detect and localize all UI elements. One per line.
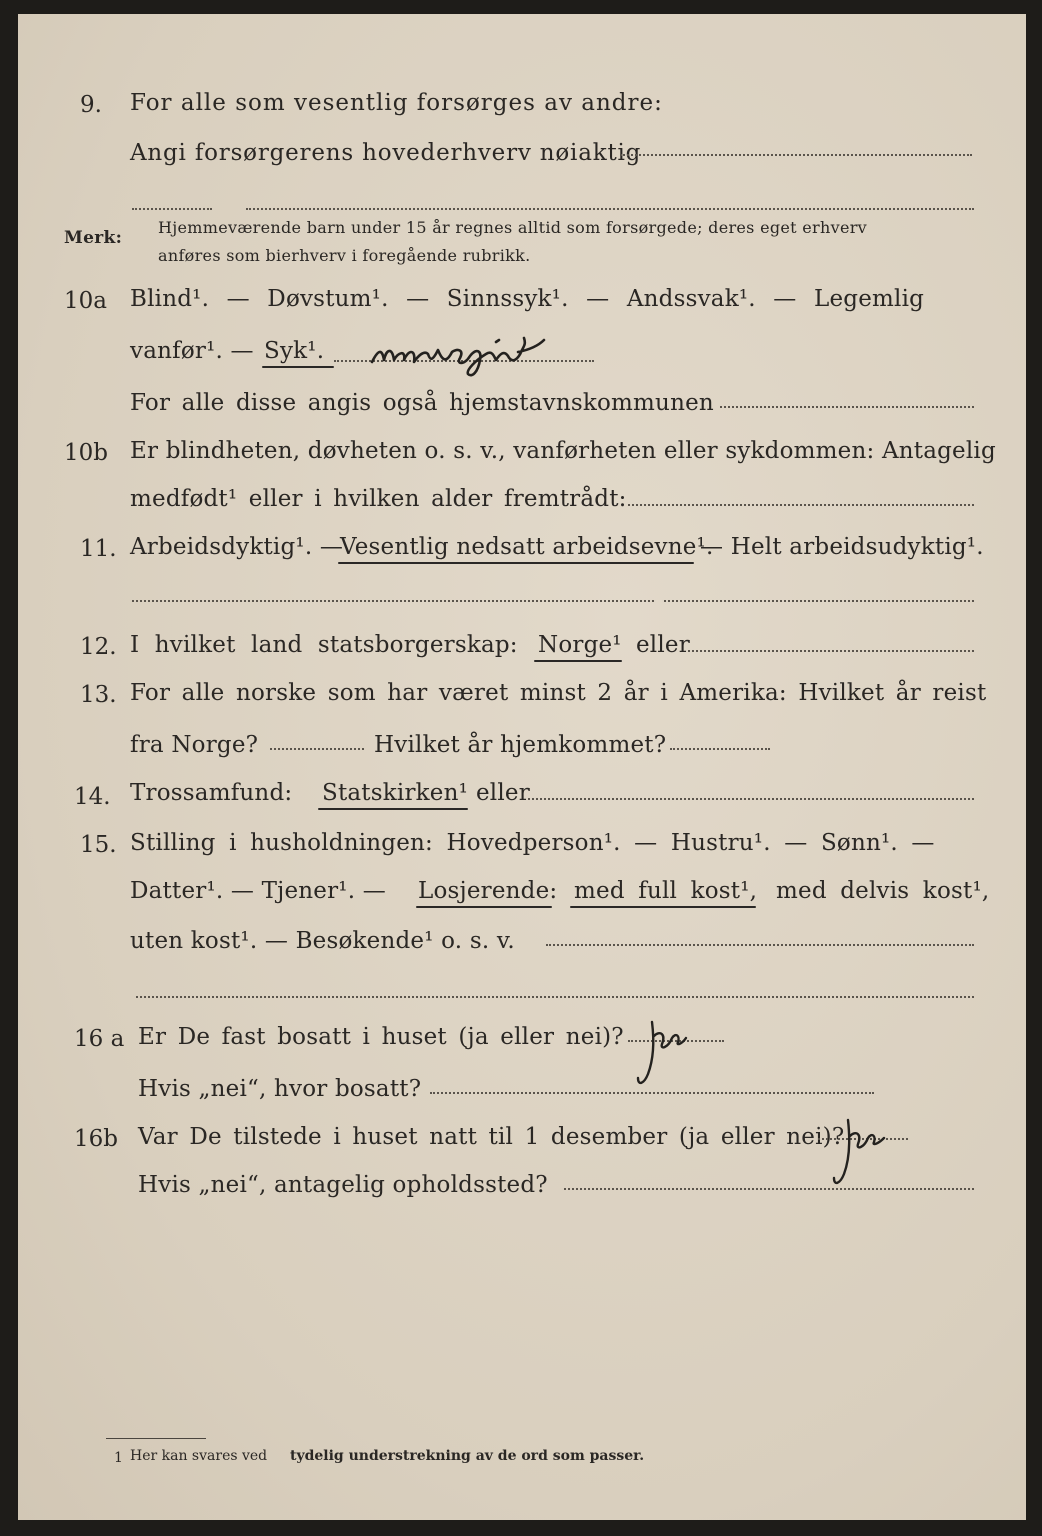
- statskirken-option: Statskirken¹: [322, 780, 469, 806]
- question-15-number: 15.: [80, 832, 117, 858]
- question-12-number: 12.: [80, 634, 117, 660]
- question-11-answer-line-a: [132, 600, 654, 602]
- question-10a-hjemstavn-line: [720, 406, 974, 408]
- question-9-answer-line-2b: [246, 208, 974, 210]
- syk-underline: [262, 366, 334, 368]
- question-14-part3: eller: [476, 780, 530, 806]
- question-13-reist-line: [270, 748, 364, 750]
- merk-label: Merk:: [64, 228, 123, 248]
- losjerende-underline: [416, 906, 552, 908]
- question-10b-answer-line: [628, 504, 974, 506]
- question-16a-bosatt-line: [430, 1092, 874, 1094]
- losjerende-option: Losjerende:: [418, 878, 558, 904]
- question-16a-number: 16 a: [74, 1026, 125, 1052]
- question-15-answer-line-2: [136, 996, 974, 998]
- question-13-line2a: fra Norge?: [130, 732, 259, 758]
- vesentlig-nedsatt-underline: [338, 562, 694, 564]
- footnote-text-b: tydelig understrekning av de ord som passer.: [290, 1448, 645, 1464]
- handwritten-answer-10a: [368, 320, 608, 380]
- question-11-answer-line-b: [664, 600, 974, 602]
- question-15-line3: uten kost¹. — Besøkende¹ o. s. v.: [130, 928, 515, 954]
- question-11-part1: Arbeidsdyktig¹. —: [130, 534, 344, 560]
- question-9-number: 9.: [80, 92, 102, 118]
- question-13-line2b: Hvilket år hjemkommet?: [374, 732, 667, 758]
- census-form-page: [18, 14, 1026, 1520]
- norge-underline: [534, 660, 622, 662]
- question-11-part3: — Helt arbeidsudyktig¹.: [700, 534, 984, 560]
- question-16b-line1: Var De tilstede i huset natt til 1 desember (ja eller nei)?: [138, 1124, 845, 1150]
- merk-line2: anføres som bierhverv i foregående rubrikk.: [158, 246, 531, 265]
- question-16a-line2: Hvis „nei“, hvor bosatt?: [138, 1076, 422, 1102]
- footnote-mark: 1: [114, 1450, 123, 1466]
- question-12-part1: I hvilket land statsborgerskap:: [130, 632, 518, 658]
- question-10b-number: 10b: [64, 440, 108, 466]
- question-15-line2a: Datter¹. — Tjener¹. —: [130, 878, 386, 904]
- med-full-kost-underline: [570, 906, 756, 908]
- handwritten-answer-16a: [630, 1014, 700, 1094]
- question-14-number: 14.: [74, 784, 111, 810]
- question-9-answer-line: [620, 154, 972, 156]
- question-15-line2d: med delvis kost¹,: [776, 878, 990, 904]
- question-16b-number: 16b: [74, 1126, 118, 1152]
- question-9-answer-line-2a: [132, 208, 212, 210]
- question-11-number: 11.: [80, 536, 117, 562]
- merk-line1: Hjemmeværende barn under 15 år regnes alltid som forsørgede; deres eget erhverv: [158, 218, 867, 237]
- question-16b-opholdssted-line: [564, 1188, 974, 1190]
- question-16a-line1: Er De fast bosatt i huset (ja eller nei)?: [138, 1024, 624, 1050]
- med-full-kost-option: med full kost¹,: [574, 878, 758, 904]
- question-13-number: 13.: [80, 682, 117, 708]
- question-16b-line2: Hvis „nei“, antagelig opholdssted?: [138, 1172, 548, 1198]
- question-10b-line2: medfødt¹ eller i hvilken alder fremtrådt:: [130, 486, 627, 512]
- question-12-part3: eller: [636, 632, 690, 658]
- question-10a-line3: For alle disse angis også hjemstavnskommunen: [130, 390, 714, 416]
- question-14-part1: Trossamfund:: [130, 780, 293, 806]
- question-9-line1: For alle som vesentlig forsørges av andre:: [130, 90, 663, 116]
- question-15-answer-line: [546, 944, 974, 946]
- question-10a-line2a: vanfør¹. —: [130, 338, 254, 364]
- question-10a-number: 10a: [64, 288, 107, 314]
- handwritten-answer-16b: [824, 1112, 904, 1192]
- footnote-text-a: Her kan svares ved: [130, 1448, 268, 1464]
- question-11-part2: Vesentlig nedsatt arbeidsevne¹.: [340, 534, 714, 560]
- question-13-line1: For alle norske som har været minst 2 år i Amerika: Hvilket år reist: [130, 680, 987, 706]
- footnote-rule: [106, 1438, 206, 1439]
- question-10a-line1: Blind¹. — Døvstum¹. — Sinnssyk¹. — Andssvak¹. — Legemlig: [130, 286, 925, 312]
- question-14-answer-line: [528, 798, 974, 800]
- statskirken-underline: [318, 808, 468, 810]
- question-9-line2: Angi forsørgerens hovederhverv nøiaktig: [130, 140, 642, 166]
- question-15-line1: Stilling i husholdningen: Hovedperson¹. — Hustru¹. — Sønn¹. —: [130, 830, 935, 856]
- norge-option: Norge¹: [538, 632, 622, 658]
- question-10b-line1: Er blindheten, døvheten o. s. v., vanførheten eller sykdommen: Antagelig: [130, 438, 996, 464]
- question-13-hjemkommet-line: [670, 748, 770, 750]
- syk-option: Syk¹.: [264, 338, 325, 364]
- question-12-answer-line: [688, 650, 974, 652]
